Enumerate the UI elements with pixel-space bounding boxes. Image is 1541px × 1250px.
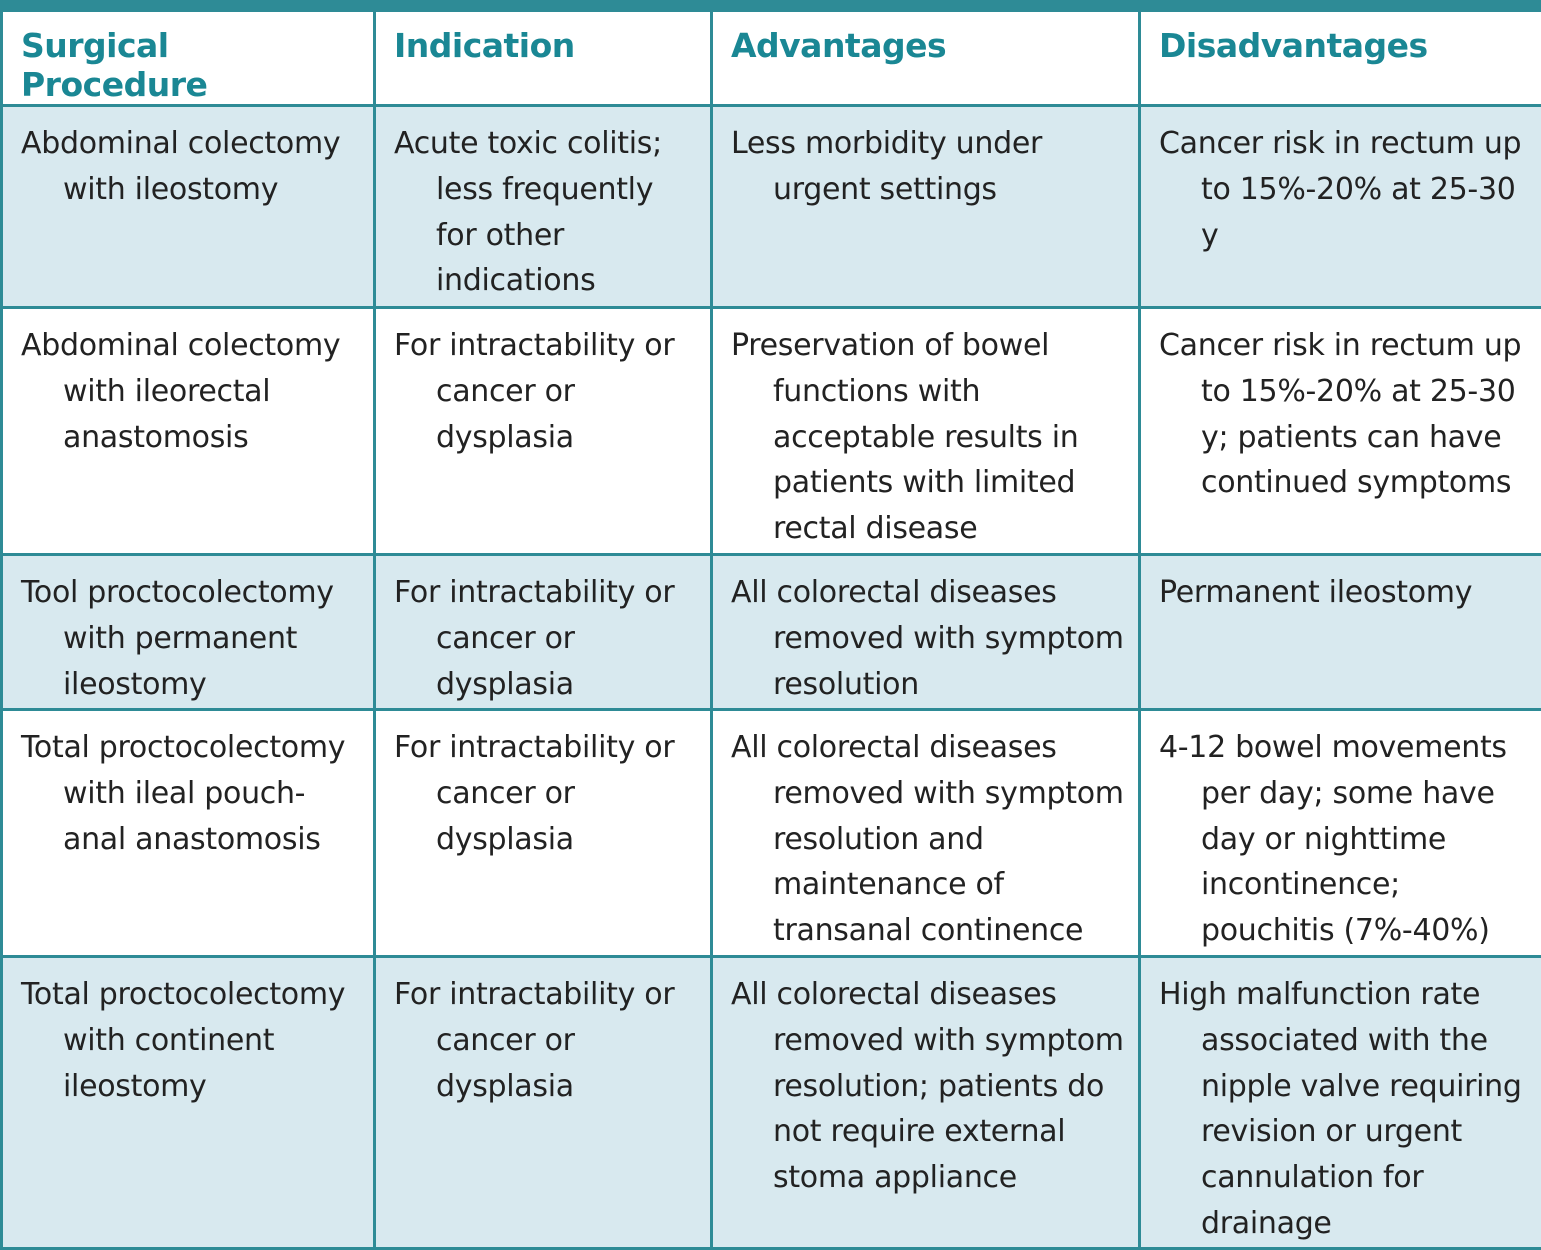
disadvantages-text: Permanent ileostomy bbox=[1159, 570, 1527, 616]
advantages-text: Less morbidity under urgent settings bbox=[731, 121, 1124, 213]
indication-text: For intractability or cancer or dysplasia bbox=[394, 570, 696, 707]
procedure-text: Total proctocolectomy with continent ileostomy bbox=[21, 972, 359, 1109]
column-header-advantages: Advantages bbox=[712, 11, 1140, 106]
table-row bbox=[2, 308, 1541, 555]
disadvantages-text: Cancer risk in rectum up to 15%-20% at 25-30 y; patients can have continued symptoms bbox=[1159, 323, 1527, 506]
procedure-text: Abdominal colectomy with ileostomy bbox=[21, 121, 359, 213]
advantages-cell bbox=[712, 710, 1140, 957]
indication-text: For intractability or cancer or dysplasia bbox=[394, 725, 696, 862]
advantages-text: All colorectal diseases removed with symptom resolution and maintenance of transanal continence bbox=[731, 725, 1124, 954]
table-row bbox=[2, 957, 1541, 1249]
advantages-cell bbox=[712, 106, 1140, 308]
indication-cell bbox=[375, 710, 712, 957]
advantages-cell bbox=[712, 555, 1140, 710]
procedure-cell bbox=[2, 957, 375, 1249]
indication-cell bbox=[375, 555, 712, 710]
procedure-text: Total proctocolectomy with ileal pouch-anal anastomosis bbox=[21, 725, 359, 862]
procedure-text: Tool proctocolectomy with permanent ileostomy bbox=[21, 570, 359, 707]
indication-text: For intractability or cancer or dysplasia bbox=[394, 323, 696, 460]
indication-text: For intractability or cancer or dysplasia bbox=[394, 972, 696, 1109]
column-header-surgical-procedure: Surgical Procedure bbox=[2, 11, 375, 106]
disadvantages-cell bbox=[1140, 710, 1541, 957]
disadvantages-text: Cancer risk in rectum up to 15%-20% at 25-30 y bbox=[1159, 121, 1527, 258]
advantages-text: All colorectal diseases removed with symptom resolution; patients do not require external stoma appliance bbox=[731, 972, 1124, 1201]
surgical-procedures-table bbox=[0, 9, 1541, 1250]
disadvantages-text: 4-12 bowel movements per day; some have day or nighttime incontinence; pouchitis (7%-40%) bbox=[1159, 725, 1527, 954]
advantages-cell bbox=[712, 957, 1140, 1249]
procedure-cell bbox=[2, 308, 375, 555]
column-header-disadvantages: Disadvantages bbox=[1140, 11, 1541, 106]
table-row bbox=[2, 106, 1541, 308]
advantages-cell bbox=[712, 308, 1140, 555]
disadvantages-cell bbox=[1140, 555, 1541, 710]
indication-cell bbox=[375, 957, 712, 1249]
indication-cell bbox=[375, 308, 712, 555]
procedure-cell bbox=[2, 106, 375, 308]
table-row bbox=[2, 555, 1541, 710]
indication-cell bbox=[375, 106, 712, 308]
procedure-cell bbox=[2, 710, 375, 957]
advantages-text: All colorectal diseases removed with symptom resolution bbox=[731, 570, 1124, 707]
table-row bbox=[2, 710, 1541, 957]
column-header-indication: Indication bbox=[375, 11, 712, 106]
disadvantages-cell bbox=[1140, 106, 1541, 308]
indication-text: Acute toxic colitis; less frequently for other indications bbox=[394, 121, 696, 304]
procedure-cell bbox=[2, 555, 375, 710]
table-header-row bbox=[2, 11, 1541, 106]
disadvantages-cell bbox=[1140, 957, 1541, 1249]
procedure-text: Abdominal colectomy with ileorectal anastomosis bbox=[21, 323, 359, 460]
advantages-text: Preservation of bowel functions with acceptable results in patients with limited rectal disease bbox=[731, 323, 1124, 552]
disadvantages-cell bbox=[1140, 308, 1541, 555]
disadvantages-text: High malfunction rate associated with the nipple valve requiring revision or urgent cannulation for drainage bbox=[1159, 972, 1527, 1247]
